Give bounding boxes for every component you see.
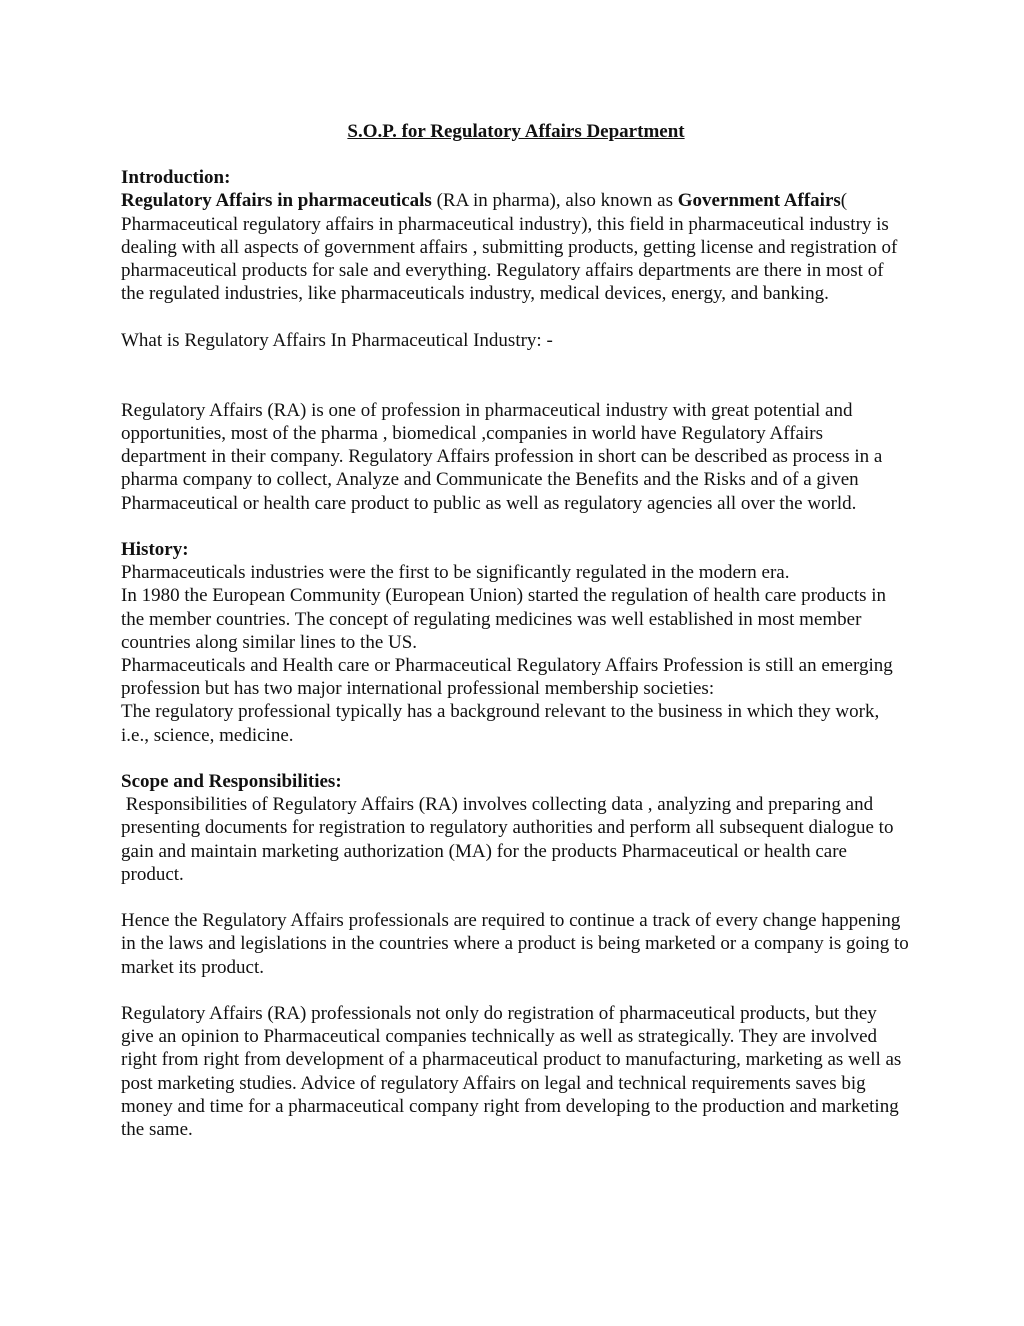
spacer — [121, 352, 911, 398]
introduction-text-2: ( Pharmaceutical regulatory affairs in pharmaceutical industry), this field in pharmaceutical industry is dealing with all aspects of government affairs , submitting products, getting license and registration of pharmaceutical products for sale and everything. Regulatory affairs departments are there in most of the regulated industries, like pharmaceuticals industry, medical devices, energy, and banking. — [121, 190, 898, 305]
document-page — [121, 120, 911, 1141]
what-is-question: What is Regulatory Affairs In Pharmaceutical Industry: - — [121, 329, 553, 351]
introduction-text-1: (RA in pharma), also known as — [431, 190, 678, 212]
history-line-3: Pharmaceuticals and Health care or Pharmaceutical Regulatory Affairs Profession is still an emerging profession but has two major international professional membership societies: — [121, 655, 893, 700]
scope-paragraph-3: Regulatory Affairs (RA) professionals not only do registration of pharmaceutical products, but they give an opinion to Pharmaceutical companies technically as well as strategically. They are involved right from right from development of a pharmaceutical product to manufacturing, marketing as well as post marketing studies. Advice of regulatory Affairs on legal and technical requirements saves big money and time for a pharmaceutical company right from developing to the production and marketing the same. — [121, 1003, 902, 1141]
spacer — [121, 747, 911, 770]
history-line-4: The regulatory professional typically has a background relevant to the business in which they work, i.e., science, medicine. — [121, 701, 880, 746]
history-heading: History: — [121, 539, 189, 560]
scope-paragraph-1: Responsibilities of Regulatory Affairs (RA) involves collecting data , analyzing and preparing and presenting documents for registration to regulatory authorities and perform all subsequent dialogue to gain and maintain marketing authorization (MA) for the products Pharmaceutical or health care product. — [121, 794, 899, 885]
document-title: S.O.P. for Regulatory Affairs Department — [347, 121, 685, 142]
history-line-2: In 1980 the European Community (European Union) started the regulation of health care products in the member countries. The concept of regulating medicines was well established in most member countries along similar lines to the US. — [121, 585, 887, 653]
spacer — [121, 305, 911, 328]
introduction-paragraph — [121, 189, 911, 305]
introduction-term-government-affairs: Government Affairs — [677, 190, 841, 212]
introduction-term-regulatory-affairs: Regulatory Affairs in pharmaceuticals — [121, 190, 432, 212]
introduction-heading: Introduction: — [121, 167, 231, 189]
scope-paragraph-2: Hence the Regulatory Affairs professionals are required to continue a track of every change happening in the laws and legislations in the countries where a product is being marketed or a company is going to market its product. — [121, 910, 909, 978]
spacer — [121, 979, 911, 1002]
spacer — [121, 515, 911, 538]
spacer — [121, 886, 911, 909]
what-is-answer: Regulatory Affairs (RA) is one of profession in pharmaceutical industry with great potential and opportunities, most of the pharma , biomedical ,companies in world have Regulatory Affairs department in their company. Regulatory Affairs profession in short can be described as process in a pharma company to collect, Analyze and Communicate the Benefits and the Risks and of a given Pharmaceutical or health care product to public as well as regulatory agencies all over the world. — [121, 399, 883, 514]
history-line-1: Pharmaceuticals industries were the first to be significantly regulated in the modern era. — [121, 562, 790, 584]
scope-heading: Scope and Responsibilities: — [121, 771, 342, 793]
